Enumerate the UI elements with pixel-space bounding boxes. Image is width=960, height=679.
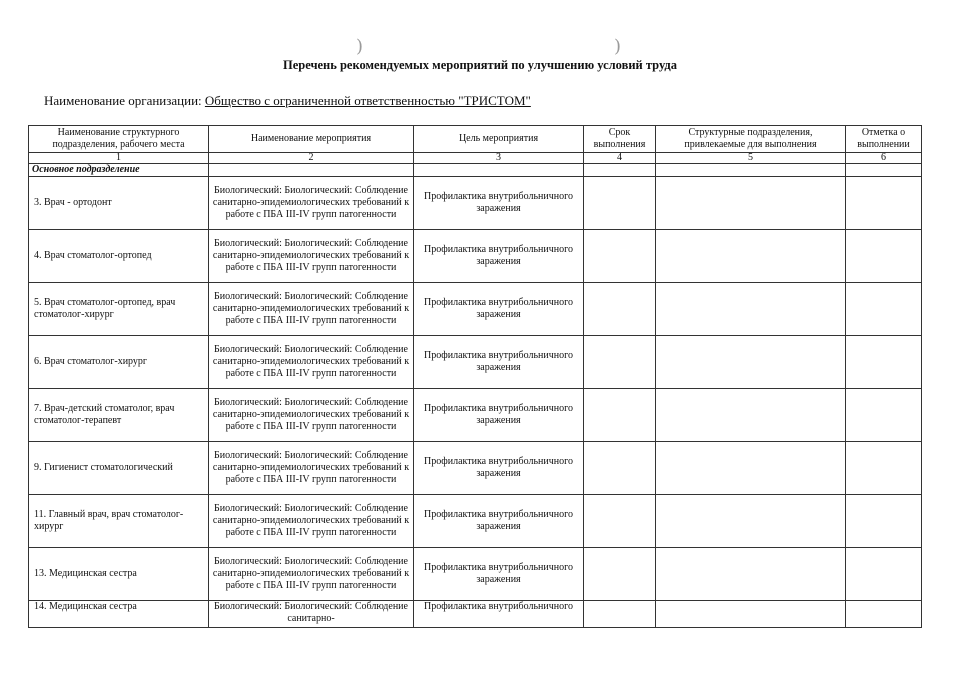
units-cell [656, 389, 846, 442]
goal-cell: Профилактика внутрибольничного заражения [414, 230, 584, 283]
workplace-cell: 5. Врач стоматолог-ортопед, врач стоматолог-хирург [29, 283, 209, 336]
completion-cell [846, 495, 922, 548]
activity-cell: Биологический: Биологический: Соблюдение санитарно-эпидемиологических требований к работе с ПБА III-IV групп патогенности [209, 283, 414, 336]
completion-cell [846, 548, 922, 601]
workplace-cell: 11. Главный врач, врач стоматолог-хирург [29, 495, 209, 548]
completion-cell [846, 336, 922, 389]
table-row [29, 389, 922, 442]
completion-cell [846, 230, 922, 283]
goal-cell: Профилактика внутрибольничного заражения [414, 283, 584, 336]
activity-cell: Биологический: Биологический: Соблюдение санитарно-эпидемиологических требований к работе с ПБА III-IV групп патогенности [209, 230, 414, 283]
activity-cell: Биологический: Биологический: Соблюдение санитарно-эпидемиологических требований к работе с ПБА III-IV групп патогенности [209, 442, 414, 495]
column-number-row [29, 153, 922, 164]
deadline-cell [584, 548, 656, 601]
header-position: Наименование структурного подразделения, рабочего места [29, 126, 209, 153]
deadline-cell [584, 177, 656, 230]
column-number: 1 [29, 153, 209, 164]
column-number: 5 [656, 153, 846, 164]
units-cell [656, 177, 846, 230]
column-number: 6 [846, 153, 922, 164]
completion-cell [846, 177, 922, 230]
goal-cell: Профилактика внутрибольничного [414, 601, 584, 628]
deadline-cell [584, 601, 656, 628]
activity-cell: Биологический: Биологический: Соблюдение санитарно-эпидемиологических требований к работе с ПБА III-IV групп патогенности [209, 495, 414, 548]
table-row-partial [29, 601, 922, 628]
completion-cell [846, 283, 922, 336]
table-row [29, 442, 922, 495]
completion-cell [846, 442, 922, 495]
header-goal: Цель мероприятия [414, 126, 584, 153]
empty-cell [414, 164, 584, 177]
table-row [29, 230, 922, 283]
section-label: Основное подразделение [29, 164, 209, 177]
section-row [29, 164, 922, 177]
header-mark: Отметка о выполнении [846, 126, 922, 153]
deadline-cell [584, 283, 656, 336]
header-activity: Наименование мероприятия [209, 126, 414, 153]
empty-cell [846, 164, 922, 177]
goal-cell: Профилактика внутрибольничного заражения [414, 177, 584, 230]
organization-label: Наименование организации: [44, 93, 202, 108]
workplace-cell: 4. Врач стоматолог-ортопед [29, 230, 209, 283]
table-row [29, 283, 922, 336]
workplace-cell: 9. Гигиенист стоматологический [29, 442, 209, 495]
table-header-row [29, 126, 922, 153]
organization-name: Общество с ограниченной ответственностью "ТРИСТОМ" [204, 93, 531, 108]
activity-cell: Биологический: Биологический: Соблюдение санитарно-эпидемиологических требований к работе с ПБА III-IV групп патогенности [209, 548, 414, 601]
deadline-cell [584, 442, 656, 495]
goal-cell: Профилактика внутрибольничного заражения [414, 389, 584, 442]
goal-cell: Профилактика внутрибольничного заражения [414, 442, 584, 495]
activity-cell: Биологический: Биологический: Соблюдение санитарно-эпидемиологических требований к работе с ПБА III-IV групп патогенности [209, 177, 414, 230]
workplace-cell: 13. Медицинская сестра [29, 548, 209, 601]
scan-mark-left: ) [356, 36, 364, 57]
empty-cell [209, 164, 414, 177]
deadline-cell [584, 230, 656, 283]
table-row [29, 177, 922, 230]
activity-cell: Биологический: Биологический: Соблюдение санитарно-эпидемиологических требований к работе с ПБА III-IV групп патогенности [209, 389, 414, 442]
activity-cell: Биологический: Биологический: Соблюдение санитарно-эпидемиологических требований к работе с ПБА III-IV групп патогенности [209, 336, 414, 389]
deadline-cell [584, 336, 656, 389]
goal-cell: Профилактика внутрибольничного заражения [414, 548, 584, 601]
units-cell [656, 283, 846, 336]
units-cell [656, 548, 846, 601]
activity-cell: Биологический: Биологический: Соблюдение санитарно- [209, 601, 414, 628]
completion-cell [846, 389, 922, 442]
organization-line [44, 93, 531, 109]
completion-cell [846, 601, 922, 628]
column-number: 3 [414, 153, 584, 164]
deadline-cell [584, 389, 656, 442]
units-cell [656, 442, 846, 495]
units-cell [656, 336, 846, 389]
table-row [29, 548, 922, 601]
units-cell [656, 230, 846, 283]
table-row [29, 336, 922, 389]
document-title: Перечень рекомендуемых мероприятий по улучшению условий труда [282, 58, 678, 72]
workplace-cell: 6. Врач стоматолог-хирург [29, 336, 209, 389]
empty-cell [584, 164, 656, 177]
workplace-cell: 3. Врач - ортодонт [29, 177, 209, 230]
goal-cell: Профилактика внутрибольничного заражения [414, 336, 584, 389]
units-cell [656, 495, 846, 548]
scan-mark-right: ) [614, 36, 622, 57]
goal-cell: Профилактика внутрибольничного заражения [414, 495, 584, 548]
workplace-cell: 14. Медицинская сестра [29, 601, 209, 628]
column-number: 2 [209, 153, 414, 164]
units-cell [656, 601, 846, 628]
empty-cell [656, 164, 846, 177]
column-number: 4 [584, 153, 656, 164]
deadline-cell [584, 495, 656, 548]
header-units: Структурные подразделения, привлекаемые для выполнения [656, 126, 846, 153]
header-deadline: Срок выполнения [584, 126, 656, 153]
table-row [29, 495, 922, 548]
measures-table [28, 125, 922, 628]
workplace-cell: 7. Врач-детский стоматолог, врач стоматолог-терапевт [29, 389, 209, 442]
